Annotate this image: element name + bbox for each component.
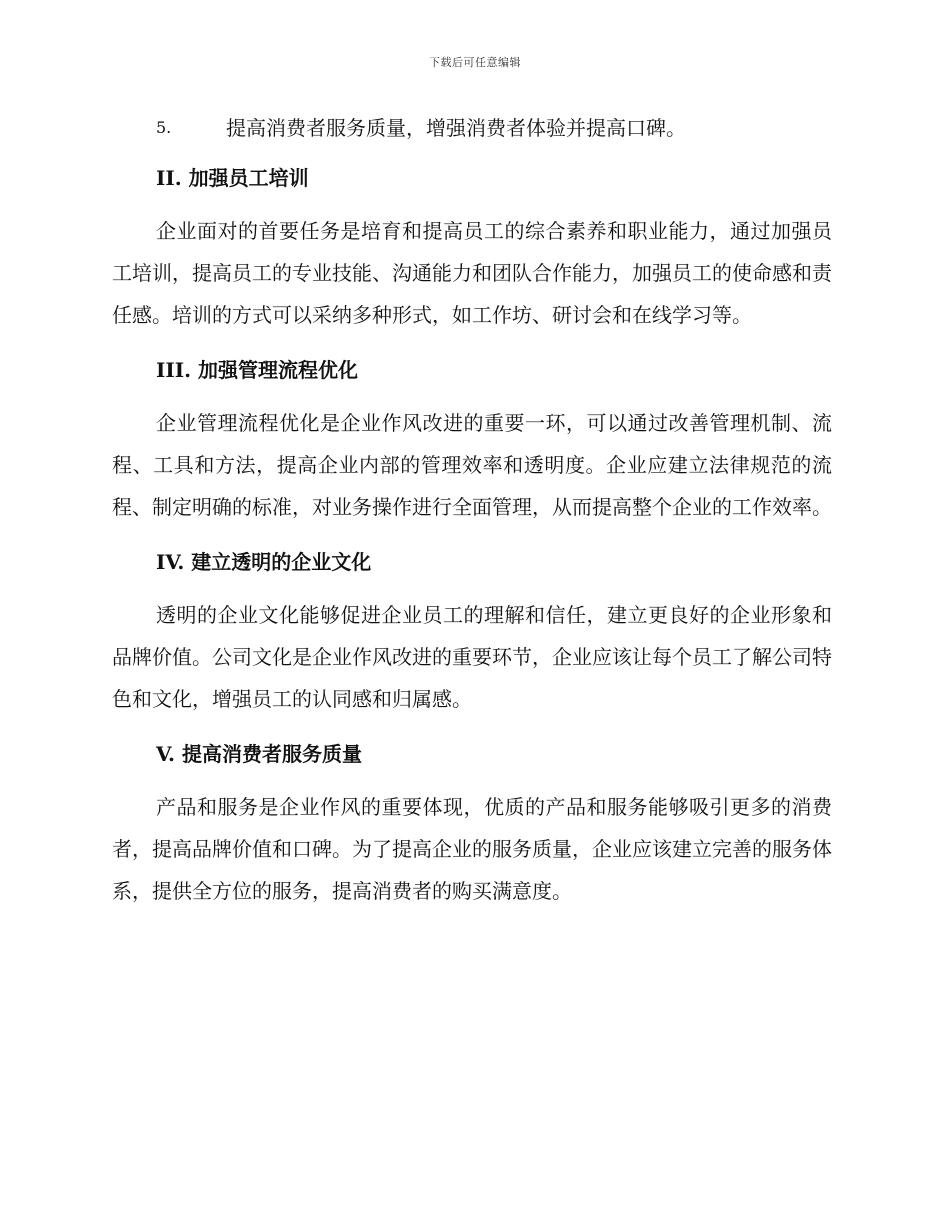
section-heading-service: V. 提高消费者服务质量 <box>156 742 362 766</box>
list-item-text: 提高消费者服务质量，增强消费者体验并提高口碑。 <box>226 116 686 140</box>
page-header: 下载后可任意编辑 <box>429 56 521 69</box>
document-body <box>112 108 832 926</box>
section-paragraph-training: 企业面对的首要任务是培育和提高员工的综合素养和职业能力，通过加强员工培训，提高员工的专业技能、沟通能力和团队合作能力，加强员工的使命感和责任感。培训的方式可以采纳多种形式，如工作坊、研讨会和在线学习等。 <box>112 219 832 327</box>
section-paragraph-service: 产品和服务是企业作风的重要体现，优质的产品和服务能够吸引更多的消费者，提高品牌价值和口碑。为了提高企业的服务质量，企业应该建立完善的服务体系，提供全方位的服务，提高消费者的购买满意度。 <box>112 795 832 903</box>
list-item <box>112 108 832 148</box>
section-heading-training: II. 加强员工培训 <box>156 166 309 190</box>
section-heading-process: III. 加强管理流程优化 <box>156 358 358 382</box>
section-paragraph-process: 企业管理流程优化是企业作风改进的重要一环，可以通过改善管理机制、流程、工具和方法，提高企业内部的管理效率和透明度。企业应建立法律规范的流程、制定明确的标准，对业务操作进行全面管理，从而提高整个企业的工作效率。 <box>112 411 832 519</box>
list-item-number: 5. <box>156 118 172 137</box>
section-paragraph-culture: 透明的企业文化能够促进企业员工的理解和信任，建立更良好的企业形象和品牌价值。公司文化是企业作风改进的重要环节，企业应该让每个员工了解公司特色和文化，增强员工的认同感和归属感。 <box>112 603 832 711</box>
section-heading-culture: IV. 建立透明的企业文化 <box>156 550 372 574</box>
